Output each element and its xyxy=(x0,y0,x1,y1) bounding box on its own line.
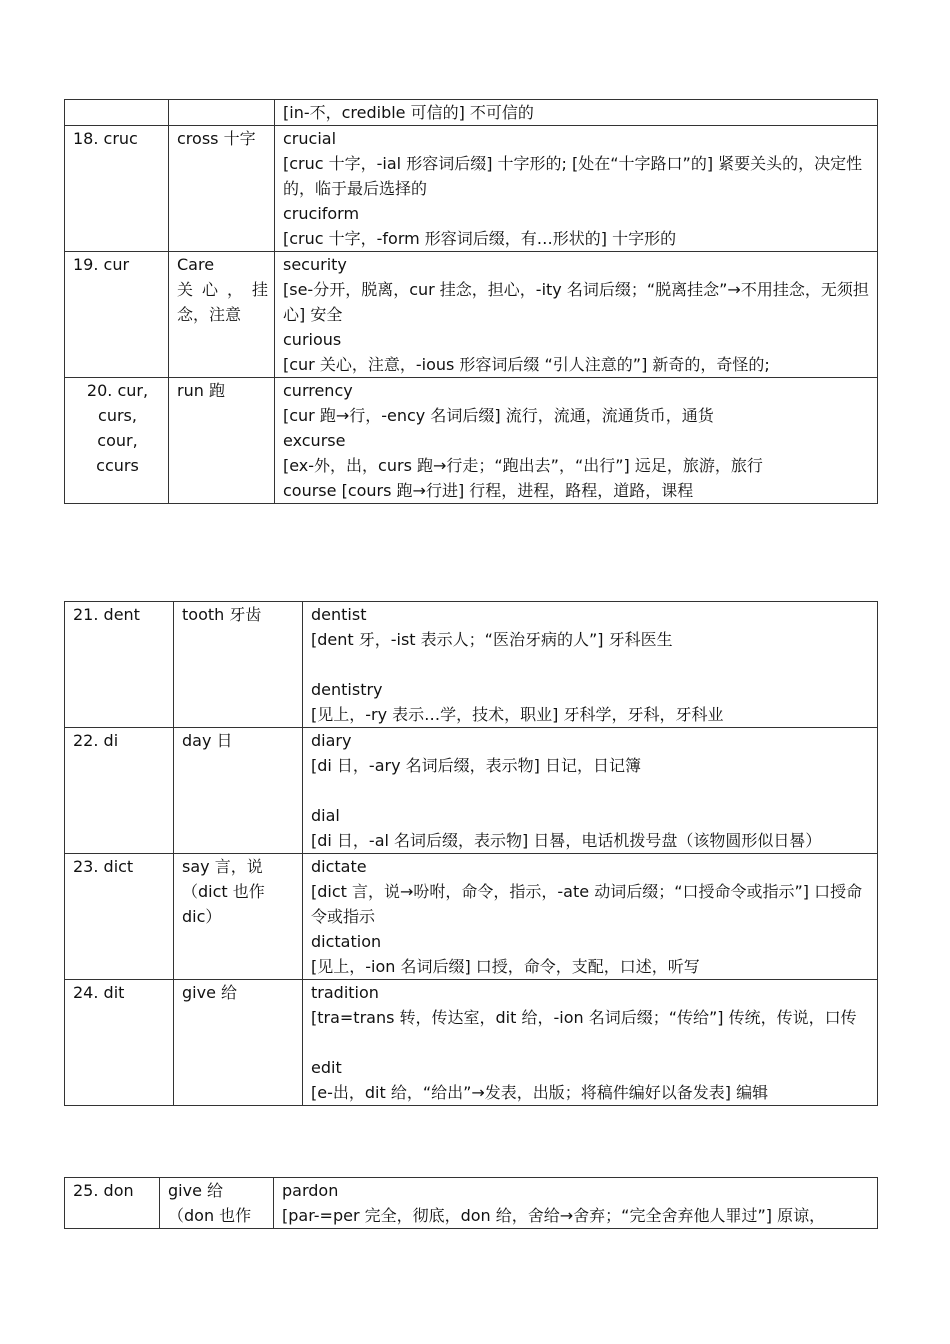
words-line: dictation xyxy=(311,932,382,951)
meaning-line xyxy=(177,100,268,125)
words-line: [in-不，credible 可信的] 不可信的 xyxy=(283,103,534,122)
words-line: [cruc 十字，-ial 形容词后缀] 十字形的; [处在“十字路口”的] 紧要关头的，决定性的，临于最后选择的 xyxy=(283,154,863,198)
words-line: dentistry xyxy=(311,680,383,699)
table-row xyxy=(65,378,878,504)
root-cell xyxy=(65,1178,160,1229)
root-cell xyxy=(65,980,174,1106)
root-line: cour, xyxy=(97,431,138,450)
words-cell xyxy=(275,100,878,126)
words-line: [ex-外，出，curs 跑→行走；“跑出去”，“出行”] 远足，旅游，旅行 xyxy=(283,456,763,475)
root-cell xyxy=(65,728,174,854)
root-cell xyxy=(65,378,169,504)
meaning-cell xyxy=(160,1178,274,1229)
words-line: [tra=trans 转，传达室，dit 给，-ion 名词后缀；“传给”] 传统，传说，口传 xyxy=(311,1008,857,1027)
root-line: 22. di xyxy=(73,731,119,750)
words-line: [di 日，-ary 名词后缀，表示物] 日记，日记簿 xyxy=(311,756,641,775)
words-line xyxy=(311,778,871,803)
words-line: [见上，-ry 表示…学，技术，职业] 牙科学，牙科，牙科业 xyxy=(311,705,724,724)
words-line: [见上，-ion 名词后缀] 口授，命令，支配，口述，听写 xyxy=(311,957,700,976)
meaning-cell xyxy=(174,728,303,854)
words-line: crucial xyxy=(283,129,337,148)
root-line: 20. cur, xyxy=(86,381,149,400)
words-line: dial xyxy=(311,806,340,825)
meaning-line: give 给 xyxy=(168,1181,224,1200)
root-line: 19. cur xyxy=(73,255,130,274)
root-cell xyxy=(65,126,169,252)
words-cell xyxy=(303,728,878,854)
words-line: [par-=per 完全，彻底，don 给，舍给→舍弃；“完全舍弃他人罪过”] 原谅， xyxy=(282,1206,826,1225)
meaning-cell xyxy=(169,100,275,126)
meaning-line: dic） xyxy=(182,907,222,926)
words-cell xyxy=(275,252,878,378)
words-line xyxy=(311,652,871,677)
root-line: 23. dict xyxy=(73,857,134,876)
words-line: [di 日，-al 名词后缀，表示物] 日晷，电话机拨号盘（该物圆形似日晷） xyxy=(311,831,822,850)
words-line: cruciform xyxy=(283,204,360,223)
meaning-line: （don 也作 xyxy=(168,1206,252,1225)
words-line: [cruc 十字，-form 形容词后缀，有…形状的] 十字形的 xyxy=(283,229,677,248)
words-line: dentist xyxy=(311,605,367,624)
root-cell xyxy=(65,854,174,980)
root-line: 18. cruc xyxy=(73,129,138,148)
words-line: edit xyxy=(311,1058,342,1077)
root-line xyxy=(73,100,162,125)
table-row xyxy=(65,854,878,980)
table-row xyxy=(65,126,878,252)
vocabulary-table-3 xyxy=(64,1177,878,1229)
table-row xyxy=(65,980,878,1106)
meaning-line: Care xyxy=(177,255,215,274)
words-line: [dent 牙，-ist 表示人；“医治牙病的人”] 牙科医生 xyxy=(311,630,673,649)
meaning-cell xyxy=(174,980,303,1106)
words-line: pardon xyxy=(282,1181,339,1200)
words-line: [cur 跑→行，-ency 名词后缀] 流行，流通，流通货币，通货 xyxy=(283,406,714,425)
words-line: dictate xyxy=(311,857,367,876)
words-line: [se-分开，脱离，cur 挂念，担心，-ity 名词后缀；“脱离挂念”→不用挂念，无须担心] 安全 xyxy=(283,280,869,324)
meaning-line: say 言，说 xyxy=(182,857,263,876)
words-cell xyxy=(275,378,878,504)
words-line: course [cours 跑→行进] 行程，进程，路程，道路，课程 xyxy=(283,481,694,500)
words-cell xyxy=(274,1178,878,1229)
meaning-line: （dict 也作 xyxy=(182,882,265,901)
meaning-line: run 跑 xyxy=(177,381,225,400)
meaning-cell xyxy=(169,378,275,504)
words-line xyxy=(311,1030,871,1055)
root-cell xyxy=(65,602,174,728)
meaning-line: give 给 xyxy=(182,983,238,1002)
root-line: 25. don xyxy=(73,1181,134,1200)
words-line: tradition xyxy=(311,983,379,1002)
table-row xyxy=(65,1178,878,1229)
vocabulary-table-1 xyxy=(64,99,878,504)
words-line: curious xyxy=(283,330,342,349)
root-cell xyxy=(65,100,169,126)
table-row xyxy=(65,602,878,728)
words-line: excurse xyxy=(283,431,346,450)
words-cell xyxy=(303,854,878,980)
meaning-line: tooth 牙齿 xyxy=(182,605,262,624)
root-cell xyxy=(65,252,169,378)
meaning-cell xyxy=(174,854,303,980)
words-line: currency xyxy=(283,381,353,400)
root-line: curs, xyxy=(98,406,137,425)
meaning-cell xyxy=(174,602,303,728)
table-row xyxy=(65,100,878,126)
words-line: [cur 关心，注意，-ious 形容词后缀 “引人注意的”] 新奇的，奇怪的; xyxy=(283,355,770,374)
table-row xyxy=(65,728,878,854)
root-line: 24. dit xyxy=(73,983,125,1002)
root-line: ccurs xyxy=(96,456,139,475)
meaning-line: cross 十字 xyxy=(177,129,256,148)
meaning-cell xyxy=(169,252,275,378)
meaning-line: 关心，挂念，注意 xyxy=(177,280,268,324)
meaning-cell xyxy=(169,126,275,252)
words-cell xyxy=(275,126,878,252)
words-line: [e-出，dit 给，“给出”→发表，出版；将稿件编好以备发表] 编辑 xyxy=(311,1083,769,1102)
words-line: diary xyxy=(311,731,352,750)
words-cell xyxy=(303,980,878,1106)
table-row xyxy=(65,252,878,378)
words-cell xyxy=(303,602,878,728)
words-line: security xyxy=(283,255,347,274)
meaning-line: day 日 xyxy=(182,731,233,750)
vocabulary-table-2 xyxy=(64,601,878,1106)
words-line: [dict 言，说→吩咐，命令，指示，-ate 动词后缀；“口授命令或指示”] 口授命令或指示 xyxy=(311,882,863,926)
root-line: 21. dent xyxy=(73,605,140,624)
